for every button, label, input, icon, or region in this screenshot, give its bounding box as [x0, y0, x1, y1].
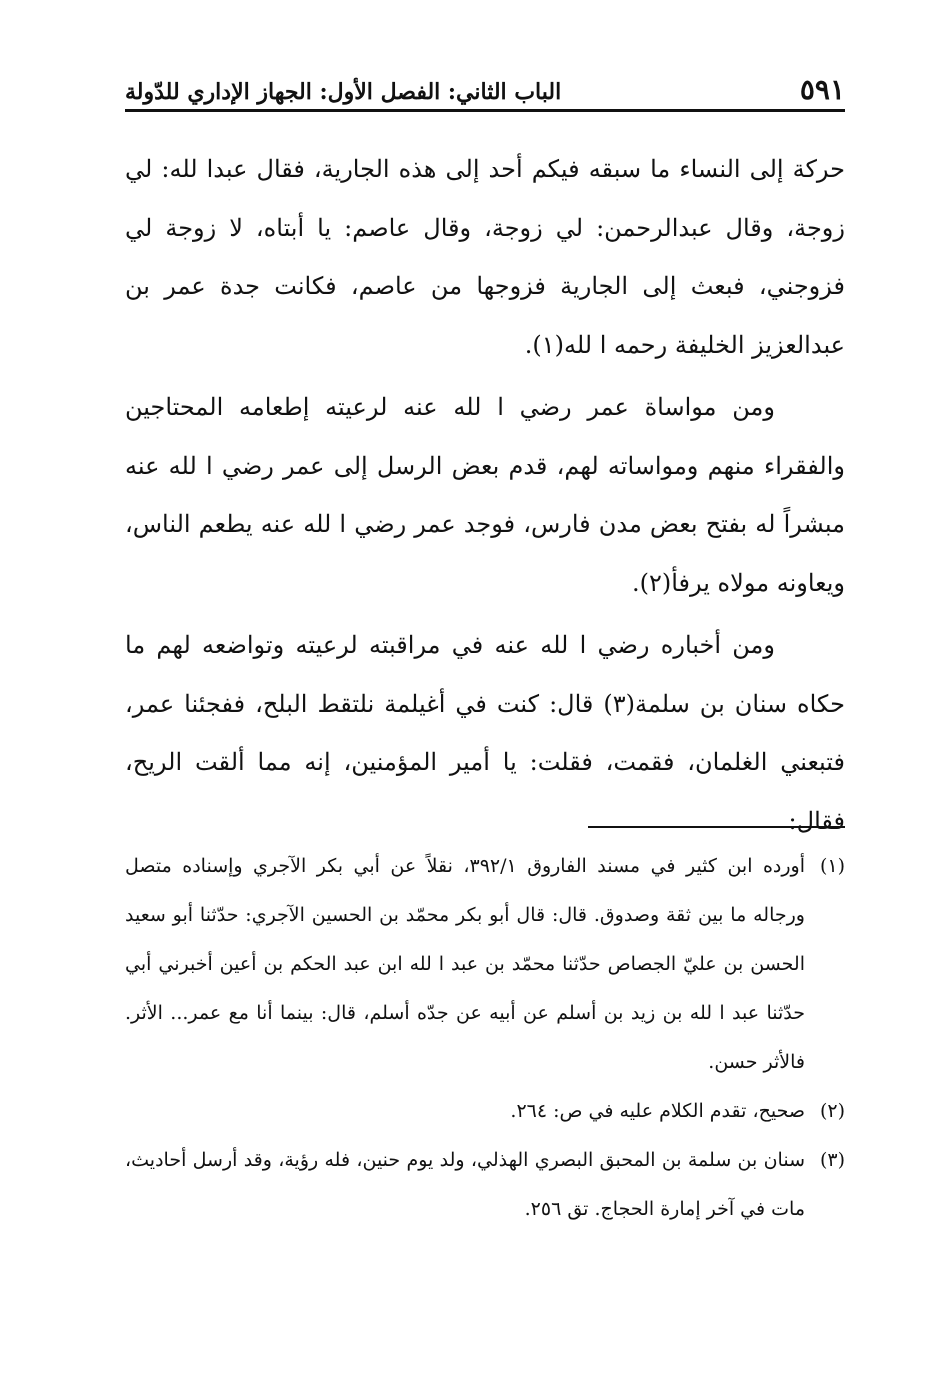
- footnote-text: سنان بن سلمة بن المحبق البصري الهذلي، ولد يوم حنين، فله رؤية، وقد أرسل أحاديث، مات في آخر إمارة الحجاج. تق ٢٥٦.: [125, 1149, 805, 1220]
- paragraph: حركة إلى النساء ما سبقه فيكم أحد إلى هذه الجارية، فقال عبدا لله: لي زوجة، وقال عبدالرحمن: لي زوجة، وقال عاصم: يا أبتاه، لا زوجة لي فزوجني، فبعث إلى الجارية فزوجها من عاصم، فكانت جدة عمر بن عبدالعزيز الخليفة رحمه ا لله(١).: [125, 155, 845, 359]
- footnotes: [125, 842, 845, 1234]
- page-header: [125, 70, 845, 110]
- running-title: الباب الثاني: الفصل الأول: الجهاز الإداري للدّولة: [125, 79, 562, 105]
- header-rule: [125, 109, 845, 112]
- footnote-separator: [588, 826, 845, 828]
- footnote-text: صحيح، تقدم الكلام عليه في ص: ٢٦٤.: [510, 1100, 805, 1122]
- footnote-marker: (٢): [819, 1100, 845, 1122]
- main-text: [125, 140, 845, 850]
- footnote-marker: (١): [819, 855, 845, 877]
- footnote: [125, 842, 845, 1087]
- paragraph: ومن مواساة عمر رضي ا لله عنه لرعيته إطعامه المحتاجين والفقراء منهم ومواساته لهم، قدم بعض الرسل إلى عمر رضي ا لله عنه مبشراً له بفتح بعض مدن فارس، فوجد عمر رضي ا لله عنه يطعم الناس، ويعاونه مولاه يرفأ(٢).: [125, 393, 845, 597]
- footnote: [125, 1087, 845, 1136]
- footnote-text: أورده ابن كثير في مسند الفاروق ٣٩٢/١، نقلاً عن أبي بكر الآجري وإسناده متصل ورجاله ما بين ثقة وصدوق. قال: قال أبو بكر محمّد بن الحسين الآجري: حدّثنا أبو سعيد الحسن بن عليّ الجصاص حدّثنا محمّد بن عبد ا لله ابن عبد الحكم بن أعين أخبرني أبي حدّثنا عبد ا لله بن زيد بن أسلم عن أبيه عن جدّه أسلم، قال: بينما أنا مع عمر... الأثر. فالأثر حسن.: [125, 855, 805, 1073]
- footnote-marker: (٣): [819, 1149, 845, 1171]
- page-number: ٥٩١: [799, 73, 845, 106]
- paragraph: ومن أخباره رضي ا لله عنه في مراقبته لرعيته وتواضعه لهم ما حكاه سنان بن سلمة(٣) قال: كنت في أغيلمة نلتقط البلح، ففجئنا عمر، فتبعني الغلمان، فقمت، فقلت: يا أمير المؤمنين، إنه مما ألقت الريح، فقال:: [125, 631, 846, 835]
- footnote: [125, 1136, 845, 1234]
